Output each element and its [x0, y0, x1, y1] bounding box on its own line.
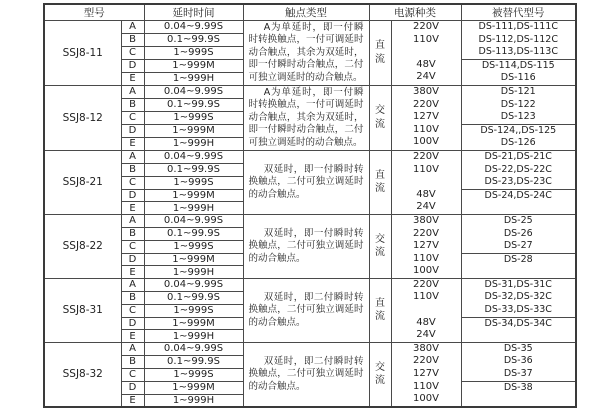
delay-value: 1~999S [144, 111, 243, 124]
voltage-value: 24V [416, 71, 436, 83]
delay-value: 0.1~99.9S [144, 163, 243, 176]
voltage-value: 220V [413, 21, 439, 32]
delay-value: 0.1~99.9S [144, 291, 243, 304]
replaced-model: DS-22,DS-22C [484, 163, 552, 175]
delay-value: 0.1~99.9S [144, 33, 243, 46]
replaced-model: DS-122 [500, 98, 536, 110]
power-type-cell [369, 278, 391, 342]
delay-value: 1~999H [144, 394, 243, 407]
contact-text: A为单延时，即一付瞬时转换触点，一付可调延时动合触点，其余为双延时，即一付瞬时动合触点，二付可独立调延时的动合触点。 [248, 21, 364, 83]
replaced-model: DS-113,DS-113C [478, 46, 558, 58]
row-letter: D [121, 253, 144, 266]
delay-value: 1~999M [144, 381, 243, 394]
replaced-top-cell [461, 214, 576, 253]
row-letter: D [121, 317, 144, 330]
voltage-cell [391, 150, 461, 214]
voltage-value: 48V [416, 188, 436, 200]
voltage-value: 380V [413, 214, 439, 226]
voltage-value: 110V [413, 163, 439, 175]
replaced-bottom-cell [461, 124, 576, 150]
row-letter: C [121, 176, 144, 189]
contact-text: 双延时，即二付瞬时转换触点，二付可独立调延时的动合触点。 [248, 355, 364, 392]
delay-value: 1~999M [144, 253, 243, 266]
replaced-model: DS-24,DS-24C [484, 189, 552, 201]
replaced-top-cell [461, 85, 576, 124]
replaced-bottom-cell [461, 317, 576, 342]
delay-value: 0.04~9.99S [144, 342, 243, 355]
replaced-model: DS-26 [503, 227, 533, 239]
header-contact-type: 触点类型 [243, 4, 369, 21]
voltage-value: 380V [413, 342, 439, 354]
row-letter: D [121, 59, 144, 72]
contact-description-cell [243, 150, 369, 214]
row-letter: D [121, 189, 144, 202]
replaced-model: DS-31,DS-31C [484, 278, 552, 290]
delay-value: 1~999S [144, 240, 243, 253]
delay-value: 1~999H [144, 202, 243, 215]
replaced-model: DS-36 [503, 355, 533, 367]
row-letter: D [121, 124, 144, 137]
voltage-cell [391, 85, 461, 150]
replaced-model: DS-111,DS-111C [478, 21, 558, 32]
row-letter: E [121, 137, 144, 150]
row-letter: E [121, 394, 144, 407]
delay-value: 1~999M [144, 59, 243, 72]
row-letter: B [121, 291, 144, 304]
replaced-model: DS-116 [500, 72, 536, 84]
row-letter: A [121, 150, 144, 163]
row-letter: D [121, 381, 144, 394]
delay-value: 1~999H [144, 72, 243, 85]
delay-value: 0.04~9.99S [144, 150, 243, 163]
contact-description-cell [243, 214, 369, 278]
table-row [44, 85, 576, 98]
voltage-value: 100V [413, 136, 439, 148]
voltage-value: 48V [416, 58, 436, 70]
contact-text: 双延时，即二付瞬时转换触点，二付可独立调延时的动合触点。 [248, 291, 364, 328]
table-row [44, 342, 576, 355]
voltage-value: 380V [413, 85, 439, 97]
replaced-top-cell [461, 278, 576, 317]
row-letter: B [121, 163, 144, 176]
replaced-bottom-cell [461, 253, 576, 278]
power-type-cell [369, 342, 391, 406]
replaced-model: DS-123 [500, 111, 536, 123]
delay-value: 0.04~9.99S [144, 214, 243, 227]
voltage-value: 220V [413, 227, 439, 239]
power-type-text: 直流 [375, 169, 385, 195]
row-letter: B [121, 355, 144, 368]
power-type-text: 交流 [375, 361, 385, 387]
replaced-bottom-cell [461, 381, 576, 407]
table-row [44, 214, 576, 227]
delay-value: 0.1~99.9S [144, 227, 243, 240]
contact-text: 双延时，即一付瞬时转换触点，二付可独立调延时的动合触点。 [248, 163, 364, 200]
row-letter: C [121, 240, 144, 253]
row-letter: B [121, 33, 144, 46]
delay-value: 1~999S [144, 304, 243, 317]
voltage-value: 110V [413, 252, 439, 264]
contact-description-cell [243, 85, 369, 150]
delay-value: 1~999M [144, 317, 243, 330]
delay-value: 0.04~9.99S [144, 278, 243, 291]
voltage-value: 24V [416, 201, 436, 213]
header-replaced-model: 被替代型号 [461, 4, 576, 21]
contact-description-cell [243, 342, 369, 406]
delay-value: 1~999S [144, 176, 243, 189]
power-type-cell [369, 85, 391, 150]
row-letter: E [121, 266, 144, 279]
replaced-bottom-cell [461, 189, 576, 214]
delay-value: 0.04~9.99S [144, 85, 243, 98]
voltage-cell [391, 278, 461, 342]
voltage-value: 48V [416, 316, 436, 328]
contact-description-cell [243, 21, 369, 86]
row-letter: E [121, 202, 144, 215]
voltage-value: 100V [413, 265, 439, 277]
replaced-model: DS-126 [500, 137, 536, 149]
power-type-cell [369, 150, 391, 214]
replaced-model: DS-28 [503, 253, 533, 265]
voltage-cell [391, 21, 461, 86]
row-letter: A [121, 278, 144, 291]
row-letter: C [121, 368, 144, 381]
contact-text: 双延时，即一付瞬时转换触点，二付可独立调延时的动合触点。 [248, 227, 364, 264]
row-letter: B [121, 98, 144, 111]
replaced-bottom-cell [461, 59, 576, 85]
replaced-top-cell [461, 21, 576, 60]
contact-text: A为单延时，即一付瞬时转换触点，一付可调延时动合触点，其余为双延时，即一付瞬时动合触点，二付可独立调延时的动合触点。 [248, 86, 364, 148]
replaced-model: DS-121 [500, 85, 536, 97]
delay-value: 1~999M [144, 189, 243, 202]
row-letter: C [121, 111, 144, 124]
delay-value: 1~999H [144, 266, 243, 279]
voltage-value: 110V [413, 380, 439, 392]
delay-value: 0.1~99.9S [144, 355, 243, 368]
voltage-value: 100V [413, 393, 439, 405]
replaced-model: DS-37 [503, 368, 533, 380]
power-type-text: 直流 [375, 297, 385, 323]
replaced-top-cell [461, 150, 576, 189]
row-letter: A [121, 342, 144, 355]
replaced-model: DS-114,DS-115 [481, 59, 555, 71]
replaced-model: DS-38 [503, 381, 533, 393]
voltage-value: 220V [413, 98, 439, 110]
table-row [44, 21, 576, 34]
voltage-value: 127V [413, 368, 439, 380]
voltage-value: 127V [413, 111, 439, 123]
voltage-value: 220V [413, 278, 439, 290]
delay-value: 1~999M [144, 124, 243, 137]
replaced-model: DS-25 [503, 214, 533, 226]
replaced-model: DS-21,DS-21C [484, 150, 552, 162]
voltage-value [392, 304, 461, 317]
row-letter: E [121, 330, 144, 343]
delay-value: 1~999S [144, 46, 243, 59]
delay-value: 1~999S [144, 368, 243, 381]
replaced-model: DS-23,DS-23C [484, 176, 552, 188]
relay-spec-table [43, 3, 577, 408]
power-type-text: 交流 [375, 233, 385, 259]
voltage-value: 220V [413, 150, 439, 162]
voltage-value: 110V [413, 33, 439, 45]
row-letter: B [121, 227, 144, 240]
row-letter: A [121, 214, 144, 227]
voltage-value: 220V [413, 355, 439, 367]
voltage-value [392, 176, 461, 189]
voltage-value [392, 46, 461, 59]
table-row [44, 278, 576, 291]
delay-value: 1~999H [144, 330, 243, 343]
table-row [44, 150, 576, 163]
delay-value: 0.1~99.9S [144, 98, 243, 111]
voltage-cell [391, 342, 461, 406]
replaced-model: DS-27 [503, 240, 533, 252]
model-cell: SSJ8-21 [44, 150, 121, 214]
model-cell: SSJ8-22 [44, 214, 121, 278]
voltage-value: 127V [413, 240, 439, 252]
replaced-model: DS-112,DS-112C [478, 33, 558, 45]
model-cell: SSJ8-12 [44, 85, 121, 150]
model-cell: SSJ8-31 [44, 278, 121, 342]
voltage-cell [391, 214, 461, 278]
model-cell: SSJ8-11 [44, 21, 121, 86]
replaced-model: DS-124,,DS-125 [480, 124, 557, 136]
power-type-text: 交流 [375, 105, 385, 130]
row-letter: A [121, 21, 144, 34]
row-letter: E [121, 72, 144, 85]
power-type-text: 直流 [375, 40, 385, 65]
header-delay-time: 延时时间 [144, 4, 243, 21]
row-letter: A [121, 85, 144, 98]
header-row [44, 4, 576, 21]
header-model: 型号 [44, 4, 144, 21]
delay-value: 0.04~9.99S [144, 21, 243, 34]
delay-value: 1~999H [144, 137, 243, 150]
contact-description-cell [243, 278, 369, 342]
replaced-top-cell [461, 342, 576, 381]
model-cell: SSJ8-32 [44, 342, 121, 406]
replaced-model: DS-35 [503, 342, 533, 354]
replaced-model: DS-33,DS-33C [484, 304, 552, 316]
row-letter: C [121, 304, 144, 317]
voltage-value: 110V [413, 291, 439, 303]
header-power-type: 电源种类 [369, 4, 461, 21]
replaced-model: DS-32,DS-32C [484, 291, 552, 303]
power-type-cell [369, 21, 391, 86]
voltage-value: 24V [416, 329, 436, 341]
power-type-cell [369, 214, 391, 278]
replaced-model: DS-34,DS-34C [484, 317, 552, 329]
voltage-value: 110V [413, 123, 439, 135]
row-letter: C [121, 46, 144, 59]
